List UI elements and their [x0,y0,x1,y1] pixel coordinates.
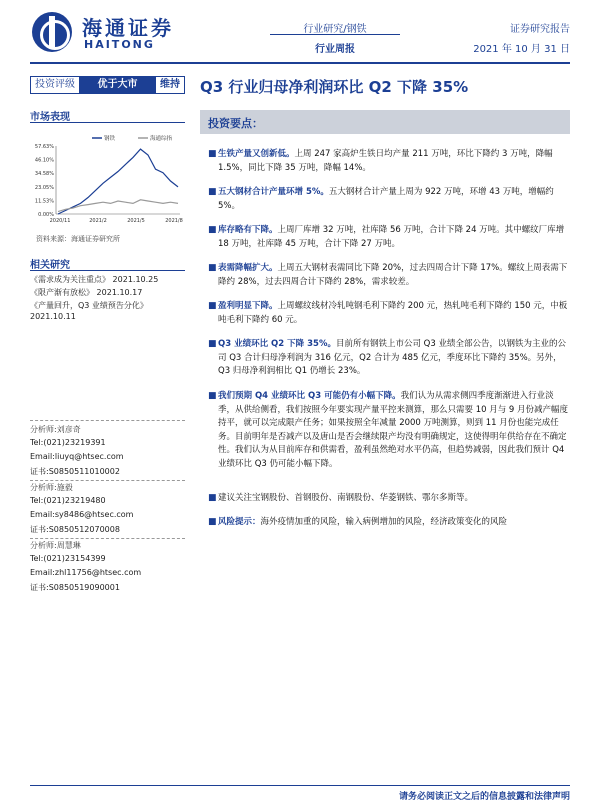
report-title: Q3 行业归母净利润环比 Q2 下降 35% [200,78,469,96]
bullet-item [208,224,570,251]
market-rule [30,122,185,123]
bullet-highlight: 生铁产量又创新低。 [218,149,295,159]
rating-value: 优于大市 [97,79,138,90]
report-label: 证券研究报告 [510,24,570,35]
logo-en: HAITONG [84,38,155,51]
bullet-icon: ■ [208,263,217,273]
related-item[interactable] [30,274,190,285]
bullet-text: 五大钢材合计产量上周为 922 万吨，环增 43 万吨，增幅约 5%。 [218,187,554,211]
related-title: 《需求成为关注重点》 [30,275,110,284]
bullet-icon: ■ [208,301,217,311]
bullet-text: 建议关注宝钢股份、首钢股份、南钢股份、华菱钢铁、鄂尔多斯等。 [218,493,474,503]
legend-label: 海通综指 [150,136,173,142]
report-date: 2021 年 10 月 31 日 [473,44,570,55]
analyst-rule [30,420,185,421]
y-tick-label: 23.05% [34,184,54,191]
analyst-tel: Tel:(021)23219480 [30,496,106,505]
related-date: 2021.10.11 [30,312,76,321]
bullet-item [208,390,570,471]
bullet-icon: ■ [208,517,217,527]
bullet-highlight: 我们预期 Q4 业绩环比 Q3 可能仍有小幅下降。 [218,391,401,401]
market-chart [30,132,190,232]
y-tick-label: 0.00% [38,212,54,218]
bullet-item [208,186,570,213]
x-tick-label: 2021/5 [127,218,145,224]
analyst-cert: 证书:S0850511010002 [30,467,120,476]
related-title: 《限产渐有放松》 [30,288,94,297]
bullet-text: 海外疫情加重的风险，输入病例增加的风险，经济政策变化的风险 [260,517,508,527]
bullet-highlight: 风险提示： [218,517,261,527]
analyst-tel: Tel:(021)23154399 [30,554,106,563]
x-tick-label: 2020/11 [49,218,71,224]
bullet-text: 上周螺纹线材冷轧吨钢毛利下降约 200 元，热轧吨毛利下降约 150 元，中板吨毛利下降约 60 元。 [218,301,568,325]
analyst-name: 分析师:施毅 [30,483,73,492]
bullet-icon: ■ [208,225,217,235]
x-tick-label: 2021/2 [89,218,107,224]
bullet-highlight: Q3 业绩环比 Q2 下降 35%。 [218,339,336,349]
analyst-name: 分析师:刘彦奇 [30,425,81,434]
bullet-icon: ■ [208,187,217,197]
bullet-highlight: 五大钢材合计产量环增 5%。 [218,187,329,197]
bullet-icon: ■ [208,391,217,401]
haitong-logo [32,10,182,54]
bullet-text: 上周五大钢材表需同比下降 20%，过去四周合计下降 17%。螺纹上周表需下降约 28%，过去四周合计下降约 28%，需求较差。 [218,263,568,287]
bullet-icon: ■ [208,149,217,159]
key-points-heading: 投资要点： [208,117,263,130]
bullet-highlight: 表需降幅扩大。 [218,263,278,273]
investment-rating [30,76,185,94]
header-rule [30,62,570,64]
x-tick-label: 2021/8 [165,218,183,224]
related-title: 《产量回升，Q3 业绩预告分化》 [30,301,148,310]
y-tick-label: 11.53% [34,198,54,205]
analyst-rule [30,538,185,539]
header-divider [270,34,400,35]
bullet-highlight: 盈利明显下降。 [218,301,278,311]
footer-rule [30,785,570,786]
analyst-cert: 证书:S0850512070008 [30,525,120,534]
analyst-cert: 证书:S0850519090001 [30,583,120,592]
analyst-name: 分析师:周慧琳 [30,541,81,550]
market-chart-svg [30,132,190,232]
chart-source: 资料来源：海通证券研究所 [36,235,120,243]
bullet-item [208,492,570,506]
rating-label: 投资评级 [31,77,79,93]
analyst-email[interactable]: Email:sy8486@htsec.com [30,510,134,519]
y-tick-label: 46.10% [34,157,54,164]
bullet-item [208,338,570,379]
legend-label: 钢铁 [104,136,116,142]
bullet-highlight: 库存略有下降。 [218,225,278,235]
bullet-text: 上周 247 家高炉生铁日均产量 211 万吨，环比下降约 3 万吨，降幅 1.5%，同比下降 35 万吨，降幅 14%。 [218,149,553,173]
bullet-item [208,516,570,530]
market-heading: 市场表现 [30,112,70,123]
bullet-item [208,300,570,327]
y-tick-label: 57.63% [34,144,54,150]
related-date: 2021.10.25 [112,275,159,284]
analyst-tel: Tel:(021)23219391 [30,438,106,447]
related-item[interactable] [30,287,190,298]
logo-cn: 海通证券 [82,16,174,40]
related-item[interactable] [30,300,190,322]
analyst-email[interactable]: Email:liuyq@htsec.com [30,452,124,461]
haitong-emblem-icon [32,12,72,52]
analyst-email[interactable]: Email:zhl11756@htsec.com [30,568,142,577]
report-category: 行业研究/钢铁 [303,24,367,35]
bullet-text: 我们认为从需求侧四季度渐渐进入行业淡季，从供给侧看，我们按照今年要实现产量平控来测算，那么只需要 10 月与 9 月份减产幅度持平，就可以完成限产任务；如果按照全年减量 2000 万吨测算，则到 11 月份也能完成任务。目前明年是否减产以及唐山是否会继续限产均没有明确规定，这使得明年供给存在不确定性。我们认为从目前库存和供需看，盈利虽然绝对水平仍高，但趋势减弱，因此我们预计 Q4 业绩环比 Q3 仍可能小幅下降。 [218,391,569,469]
bullet-item [208,148,570,175]
analyst-rule [30,480,185,481]
related-heading: 相关研究 [30,260,70,271]
bullet-text: 目前所有钢铁上市公司 Q3 业绩全部公告，以钢铁为主业的公司 Q3 合计归母净利润为 316 亿元，Q2 合计为 485 亿元，季度环比下降约 35%。另外，Q3 归母净利润相比 Q1 仍增长 23%。 [218,339,566,376]
related-rule [30,270,185,271]
page-header [0,0,600,64]
related-date: 2021.10.17 [96,288,143,297]
report-type: 行业周报 [315,44,355,55]
series-line [58,149,178,214]
bullet-text: 上周厂库增 32 万吨，社库降 56 万吨，合计下降 24 万吨。其中螺纹厂库增 18 万吨，社库降 45 万吨，合计下降 27 万吨。 [218,225,565,249]
bullet-icon: ■ [208,493,217,503]
y-tick-label: 34.58% [34,171,54,178]
disclaimer-footer[interactable]: 请务必阅读正文之后的信息披露和法律声明 [398,792,570,800]
bullet-icon: ■ [208,339,217,349]
rating-change: 维持 [156,77,184,93]
key-points-header [200,110,570,134]
bullet-item [208,262,570,289]
